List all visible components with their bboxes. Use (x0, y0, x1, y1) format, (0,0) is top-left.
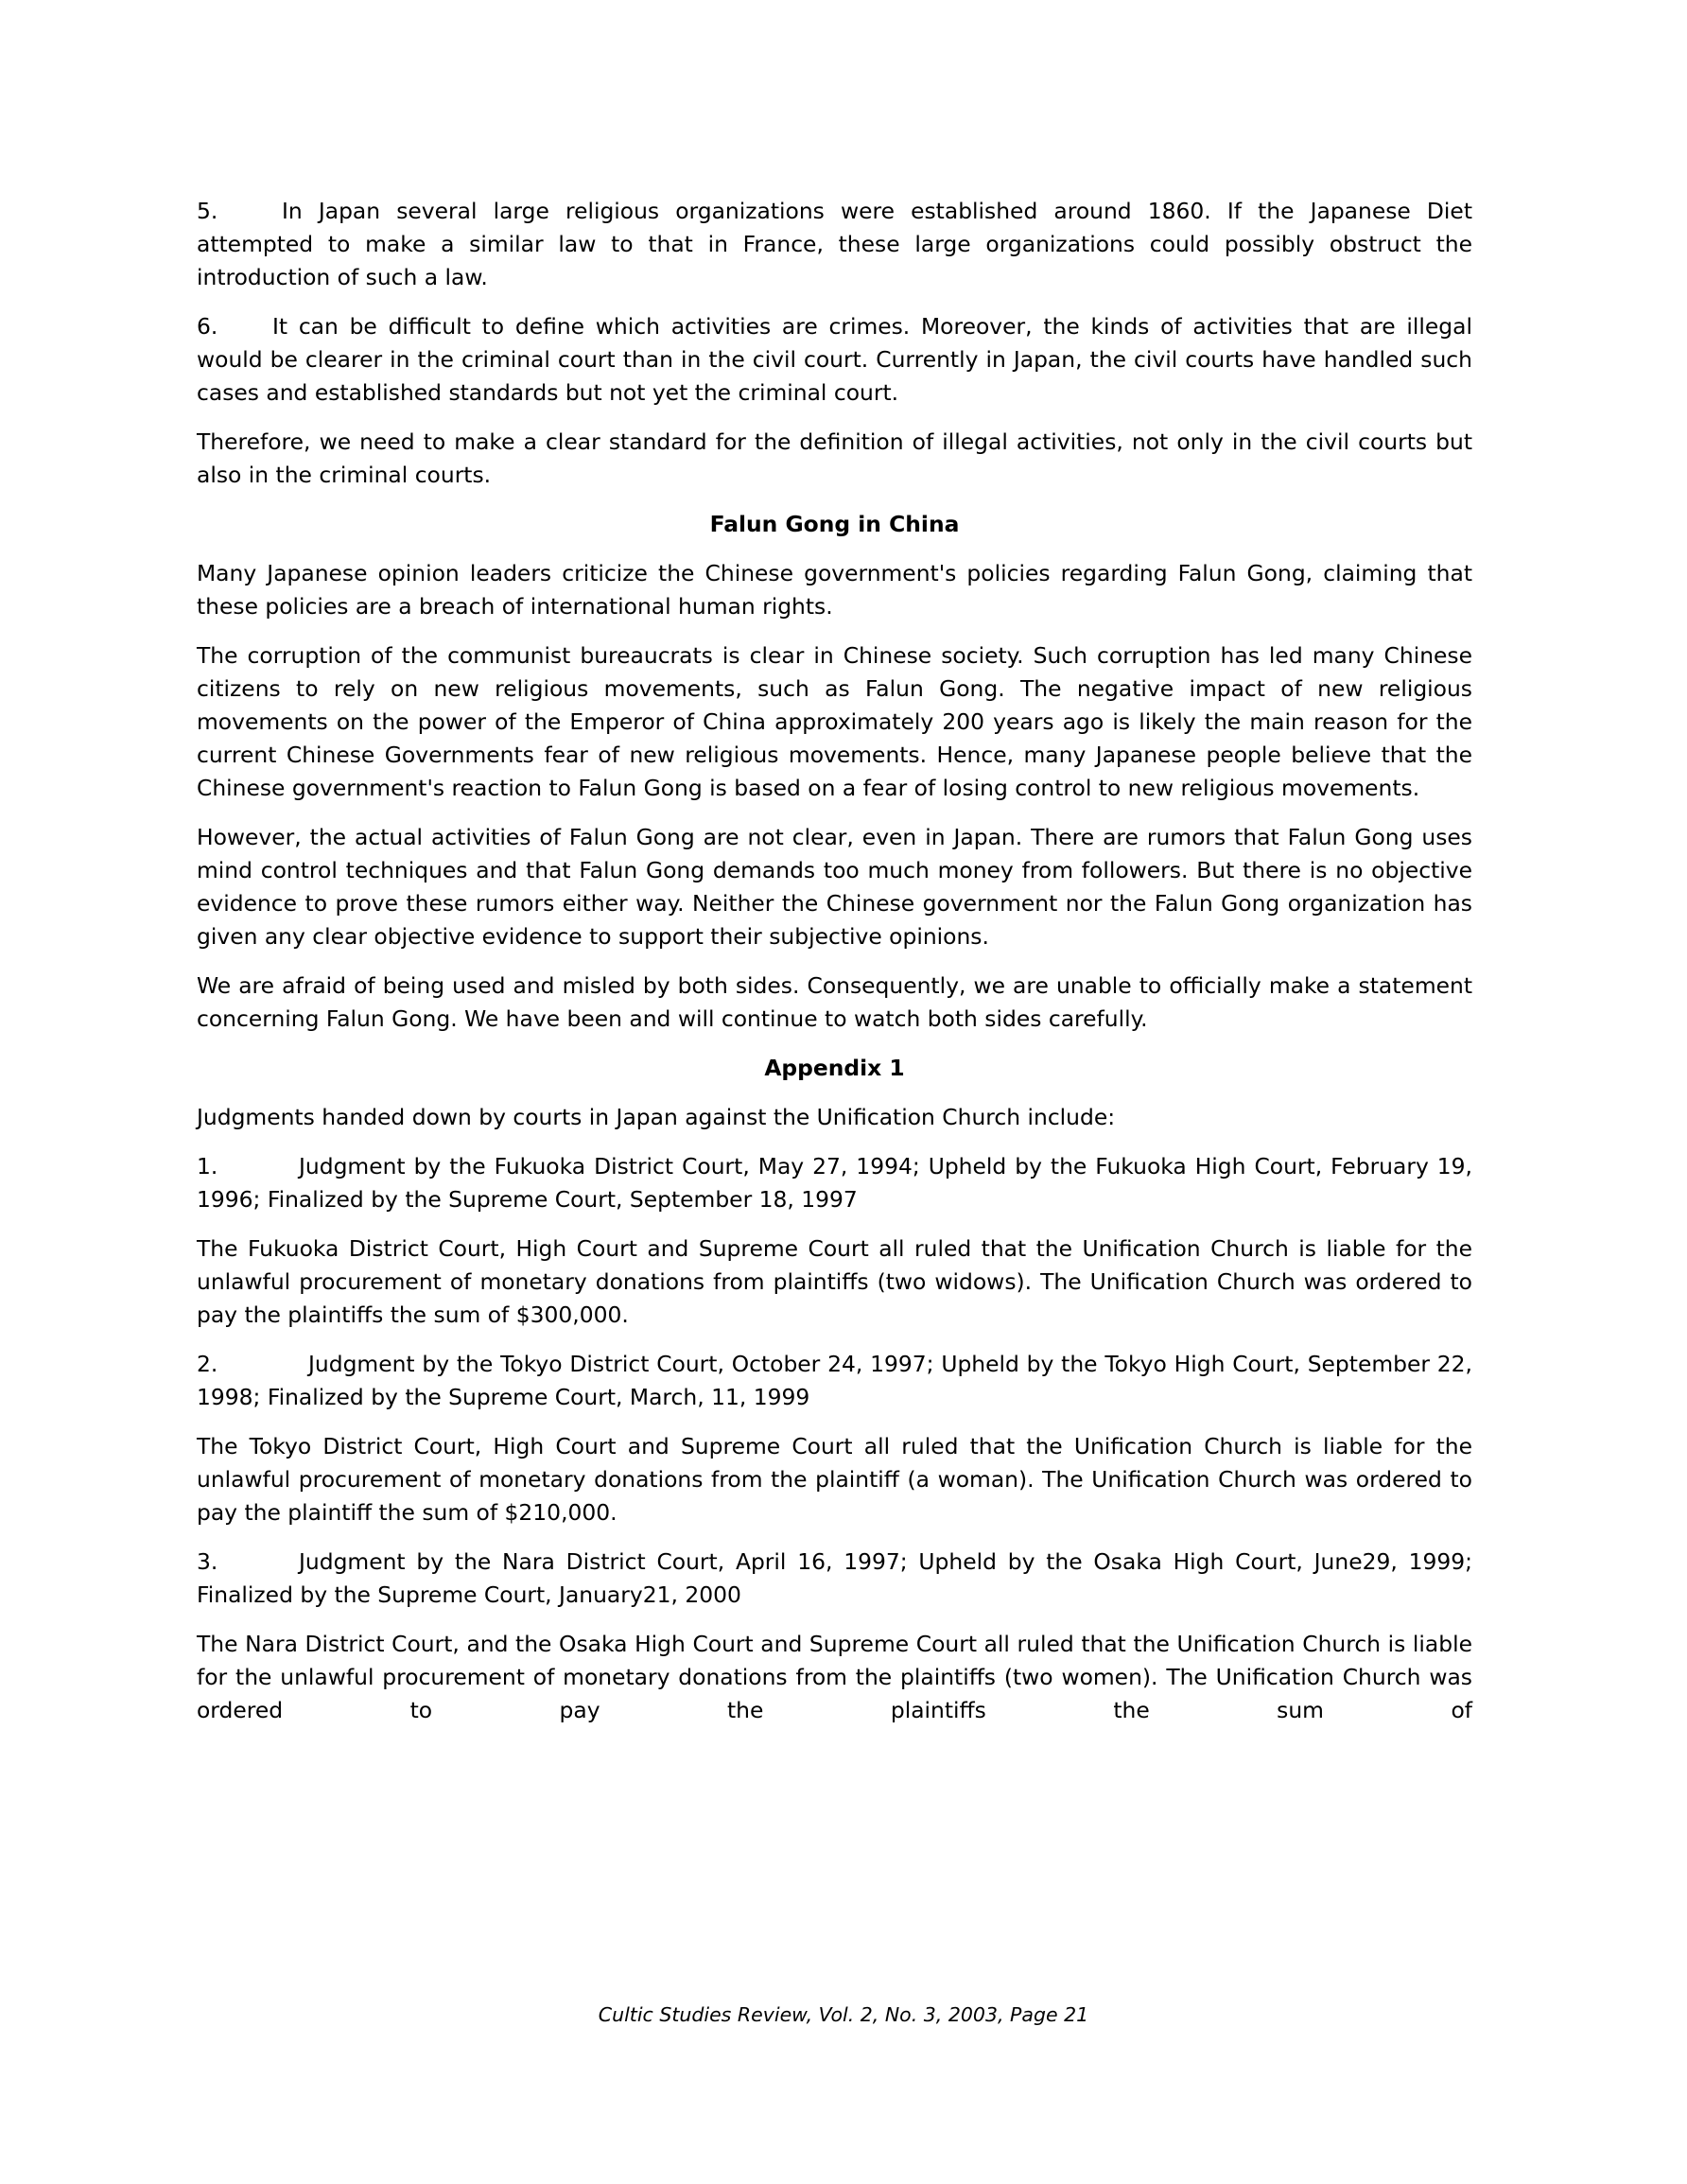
numbered-paragraph-5 (197, 195, 1472, 294)
numbered-paragraph-6 (197, 310, 1472, 410)
judgment-title (197, 1546, 1472, 1612)
judgment-title (197, 1348, 1472, 1414)
judgment-title-text: Judgment by the Nara District Court, April 16, 1997; Upheld by the Osaka High Court, June29, 1999; Finalized by the Supreme Court, January21, 2000 (197, 1548, 1472, 1608)
page-footer: Cultic Studies Review, Vol. 2, No. 3, 2003, Page 21 (598, 2003, 1089, 2026)
appendix-intro: Judgments handed down by courts in Japan against the Unification Church include: (197, 1104, 1116, 1130)
paragraph-number: 5. (197, 198, 218, 224)
judgment-title (197, 1150, 1472, 1216)
judgment-number: 1. (197, 1153, 218, 1179)
therefore-paragraph: Therefore, we need to make a clear standard for the definition of illegal activities, not only in the civil courts but also in the criminal courts. (197, 428, 1472, 488)
paragraph-text: It can be difficult to define which activities are crimes. Moreover, the kinds of activities that are illegal would be clearer in the criminal court than in the civil court. Currently in Japan, the civil courts have handled such cases and established standards but not yet the criminal court. (197, 313, 1472, 406)
section-heading-appendix: Appendix 1 (764, 1055, 905, 1081)
paragraph-text: In Japan several large religious organizations were established around 1860. If the Japanese Diet attempted to make a similar law to that in France, these large organizations could possibly obstruct the introduction of such a law. (197, 198, 1472, 290)
falun-gong-paragraph: Many Japanese opinion leaders criticize the Chinese government's policies regarding Falun Gong, claiming that these policies are a breach of international human rights. (197, 560, 1472, 620)
falun-gong-paragraph: However, the actual activities of Falun Gong are not clear, even in Japan. There are rumors that Falun Gong uses mind control techniques and that Falun Gong demands too much money from followers. But there is no objective evidence to prove these rumors either way. Neither the Chinese government nor the Falun Gong organization has given any clear objective evidence to support their subjective opinions. (197, 824, 1472, 950)
section-heading-falun-gong: Falun Gong in China (709, 511, 960, 537)
judgment-summary: The Fukuoka District Court, High Court and Supreme Court all ruled that the Unification Church is liable for the unlawful procurement of monetary donations from plaintiffs (two widows). The Unification Church was ordered to pay the plaintiffs the sum of $300,000. (197, 1235, 1472, 1328)
paragraph-number: 6. (197, 313, 218, 340)
judgment-summary: The Nara District Court, and the Osaka High Court and Supreme Court all ruled that the Unification Church is liable for the unlawful procurement of monetary donations from the plaintiffs (two women). The Unification Church was ordered to pay the plaintiffs the sum of (197, 1631, 1472, 1723)
judgment-title-text: Judgment by the Tokyo District Court, October 24, 1997; Upheld by the Tokyo High Court, September 22, 1998; Finalized by the Supreme Court, March, 11, 1999 (197, 1351, 1472, 1410)
judgment-number: 3. (197, 1548, 218, 1575)
judgment-title-text: Judgment by the Fukuoka District Court, May 27, 1994; Upheld by the Fukuoka High Court, February 19, 1996; Finalized by the Supreme Court, September 18, 1997 (197, 1153, 1472, 1213)
judgment-summary: The Tokyo District Court, High Court and Supreme Court all ruled that the Unification Church is liable for the unlawful procurement of monetary donations from the plaintiff (a woman). The Unification Church was ordered to pay the plaintiff the sum of $210,000. (197, 1433, 1472, 1526)
falun-gong-paragraph: We are afraid of being used and misled by both sides. Consequently, we are unable to officially make a statement concerning Falun Gong. We have been and will continue to watch both sides carefully. (197, 972, 1472, 1032)
document-body (197, 195, 1472, 1743)
falun-gong-paragraph: The corruption of the communist bureaucrats is clear in Chinese society. Such corruption has led many Chinese citizens to rely on new religious movements, such as Falun Gong. The negative impact of new religious movements on the power of the Emperor of China approximately 200 years ago is likely the main reason for the current Chinese Governments fear of new religious movements. Hence, many Japanese people believe that the Chinese government's reaction to Falun Gong is based on a fear of losing control to new religious movements. (197, 642, 1472, 801)
judgment-number: 2. (197, 1351, 218, 1377)
